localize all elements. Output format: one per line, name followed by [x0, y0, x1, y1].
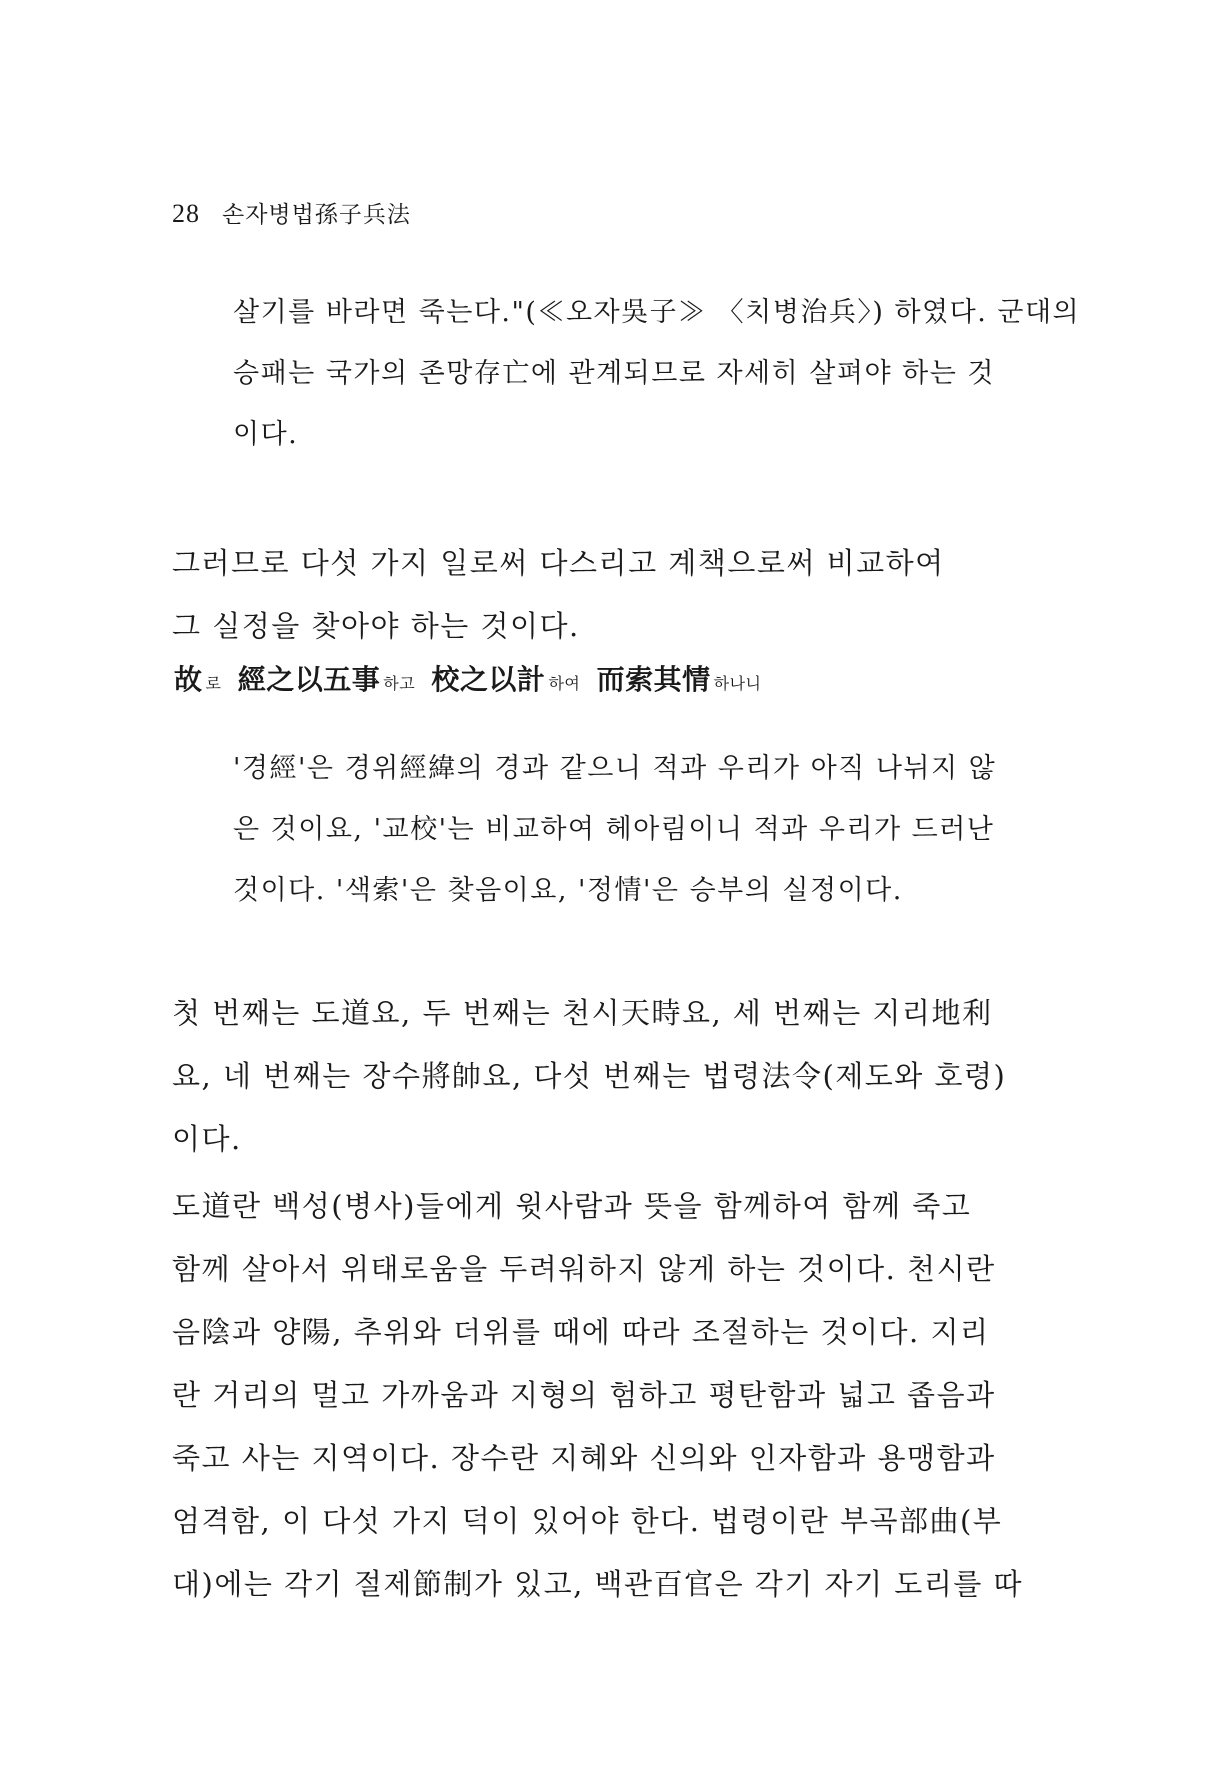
translation-paragraph-3: [172, 1175, 1023, 1616]
reading-gloss: 하고: [383, 674, 416, 693]
note-line: 이다.: [233, 419, 299, 450]
note-line: '경經'은 경위經緯의 경과 같으니 적과 우리가 아직 나뉘지 않: [233, 753, 997, 784]
paragraph-line: 그러므로 다섯 가지 일로써 다스리고 계책으로써 비교하여: [172, 546, 945, 580]
paragraph-line: 그 실정을 찾아야 하는 것이다.: [172, 609, 580, 643]
paragraph-line: 도道란 백성(병사)들에게 윗사람과 뜻을 함께하여 함께 죽고: [172, 1189, 972, 1223]
commentary-note-1: [233, 282, 1080, 465]
classical-segment: 故: [174, 663, 203, 696]
running-head: [172, 196, 411, 229]
classical-chinese-text: [174, 658, 768, 698]
paragraph-line: 음陰과 양陽, 추위와 더위를 때에 따라 조절하는 것이다. 지리: [172, 1315, 990, 1349]
paragraph-line: 대)에는 각기 절제節制가 있고, 백관百官은 각기 자기 도리를 따: [172, 1567, 1024, 1601]
note-line: 살기를 바라면 죽는다."(≪오자吳子≫ 〈치병治兵〉) 하였다. 군대의: [233, 297, 1081, 328]
note-line: 것이다. '색索'은 찾음이요, '정情'은 승부의 실정이다.: [233, 875, 903, 906]
paragraph-line: 죽고 사는 지역이다. 장수란 지혜와 신의와 인자함과 용맹함과: [172, 1441, 996, 1475]
classical-segment: 經之以五事: [237, 663, 381, 696]
page-number: 28: [172, 199, 200, 228]
paragraph-line: 요, 네 번째는 장수將帥요, 다섯 번째는 법령法令(제도와 호령): [172, 1059, 1007, 1093]
note-line: 은 것이요, '교校'는 비교하여 헤아림이니 적과 우리가 드러난: [233, 814, 995, 845]
paragraph-line: 함께 살아서 위태로움을 두려워하지 않게 하는 것이다. 천시란: [172, 1252, 996, 1286]
classical-segment: 而索其情: [596, 663, 711, 696]
paragraph-line: 란 거리의 멀고 가까움과 지형의 험하고 평탄함과 넓고 좁음과: [172, 1378, 996, 1412]
translation-paragraph-1: [172, 532, 945, 658]
translation-paragraph-2: [172, 982, 1006, 1171]
reading-gloss: 로: [205, 674, 222, 693]
classical-segment: 校之以計: [431, 663, 546, 696]
reading-gloss: 하여: [548, 674, 581, 693]
reading-gloss: 하나니: [713, 674, 762, 693]
book-title: 손자병법孫子兵法: [222, 202, 411, 228]
commentary-note-2: [233, 738, 996, 921]
paragraph-line: 이다.: [172, 1122, 242, 1156]
paragraph-line: 엄격함, 이 다섯 가지 덕이 있어야 한다. 법령이란 부곡部曲(부: [172, 1504, 1003, 1538]
paragraph-line: 첫 번째는 도道요, 두 번째는 천시天時요, 세 번째는 지리地利: [172, 996, 993, 1030]
note-line: 승패는 국가의 존망存亡에 관계되므로 자세히 살펴야 하는 것: [233, 358, 995, 389]
